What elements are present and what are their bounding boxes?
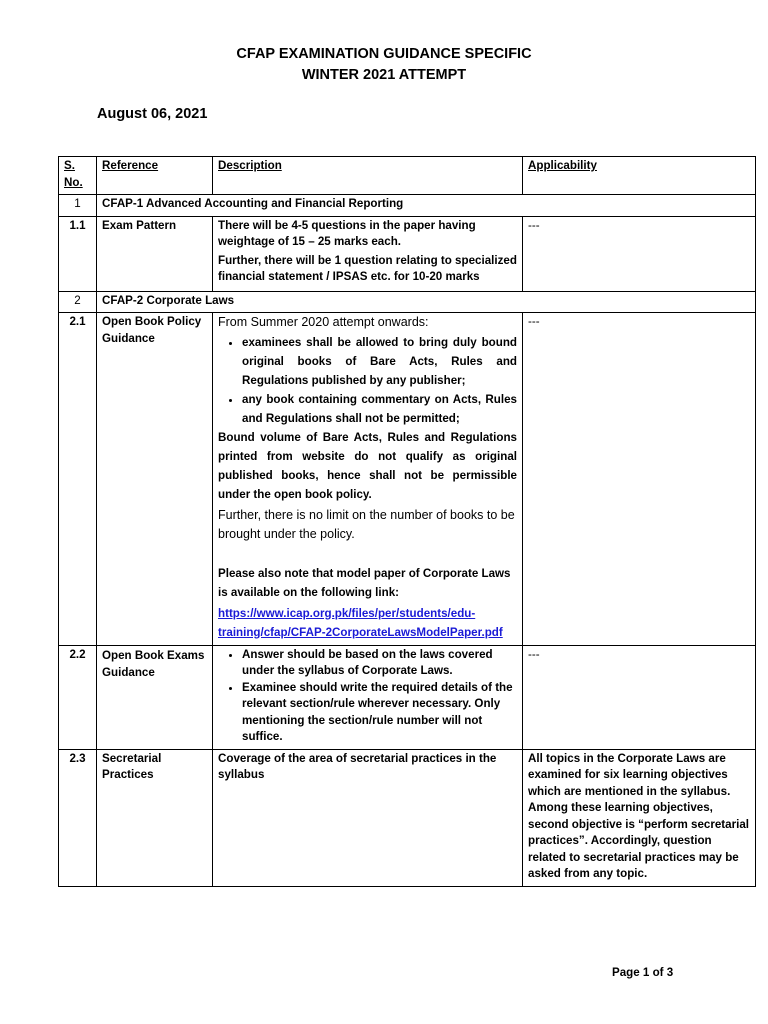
row-description — [213, 216, 523, 291]
table-row — [59, 216, 756, 291]
model-paper-link[interactable]: https://www.icap.org.pk/files/per/students/edu-training/cfap/CFAP-2CorporateLawsModelPaper.pdf — [218, 606, 503, 639]
row-reference: Exam Pattern — [97, 216, 213, 291]
row-description — [213, 645, 523, 749]
row-description: Coverage of the area of secretarial practices in the syllabus — [213, 749, 523, 886]
document-subtitle: WINTER 2021 ATTEMPT — [301, 67, 467, 83]
description-paragraph: Further, there will be 1 question relating to specialized financial statement / IPSAS etc. for 10-20 marks — [218, 253, 517, 283]
description-paragraph: Bound volume of Bare Acts, Rules and Regulations printed from website do not qualify as original published books, hence shall not be permissible under the open book policy. — [218, 430, 517, 501]
table-header-row — [59, 157, 756, 195]
row-number: 1.1 — [59, 216, 97, 291]
section-number: 1 — [59, 195, 97, 217]
row-number: 2.2 — [59, 645, 97, 749]
table-row — [59, 313, 756, 646]
section-title: CFAP-1 Advanced Accounting and Financial Reporting — [97, 195, 756, 217]
row-applicability: --- — [523, 313, 756, 646]
column-header-description: Description — [213, 157, 523, 195]
table-row — [59, 749, 756, 886]
page-number: Page 1 of 3 — [612, 966, 674, 979]
bullet-item: • any book containing commentary on Acts, Rules and Regulations shall not be permitted; — [242, 390, 517, 428]
row-number: 2.3 — [59, 749, 97, 886]
document-date: August 06, 2021 — [97, 106, 208, 122]
section-title: CFAP-2 Corporate Laws — [97, 291, 756, 313]
column-header-applicability: Applicability — [523, 157, 756, 195]
column-header-sno: S. No. — [59, 157, 97, 195]
row-reference: Secretarial Practices — [97, 749, 213, 886]
description-lead: From Summer 2020 attempt onwards: — [218, 315, 429, 329]
row-applicability: --- — [523, 216, 756, 291]
bullet-item: • examinees shall be allowed to bring duly bound original books of Bare Acts, Rules and Regulations published by any publisher; — [242, 333, 517, 390]
bullet-item: • Answer should be based on the laws covered under the syllabus of Corporate Laws. — [242, 647, 517, 680]
row-reference: Open Book Policy Guidance — [97, 313, 213, 646]
row-applicability: All topics in the Corporate Laws are examined for six learning objectives which are mentioned in the syllabus. Among these learning objectives, second objective is “perform secretarial practices”. Accordingly, question related to secretarial practices may be asked from any topic. — [523, 749, 756, 886]
row-reference: Open Book Exams Guidance — [97, 645, 213, 749]
guidance-table — [58, 156, 756, 887]
document-title: CFAP EXAMINATION GUIDANCE SPECIFIC — [236, 46, 532, 62]
row-applicability: --- — [523, 645, 756, 749]
description-paragraph: Further, there is no limit on the number of books to be brought under the policy. — [218, 507, 515, 541]
bullet-item: • Examinee should write the required details of the relevant section/rule wherever necessary. Only mentioning the section/rule number will not suffice. — [242, 680, 517, 746]
column-header-reference: Reference — [97, 157, 213, 195]
section-number: 2 — [59, 291, 97, 313]
table-row — [59, 645, 756, 749]
description-paragraph: Please also note that model paper of Corporate Laws is available on the following link: — [218, 566, 511, 599]
section-row-cfap1 — [59, 195, 756, 217]
row-description — [213, 313, 523, 646]
row-number: 2.1 — [59, 313, 97, 646]
section-row-cfap2 — [59, 291, 756, 313]
description-paragraph: There will be 4-5 questions in the paper having weightage of 15 – 25 marks each. — [218, 218, 476, 248]
